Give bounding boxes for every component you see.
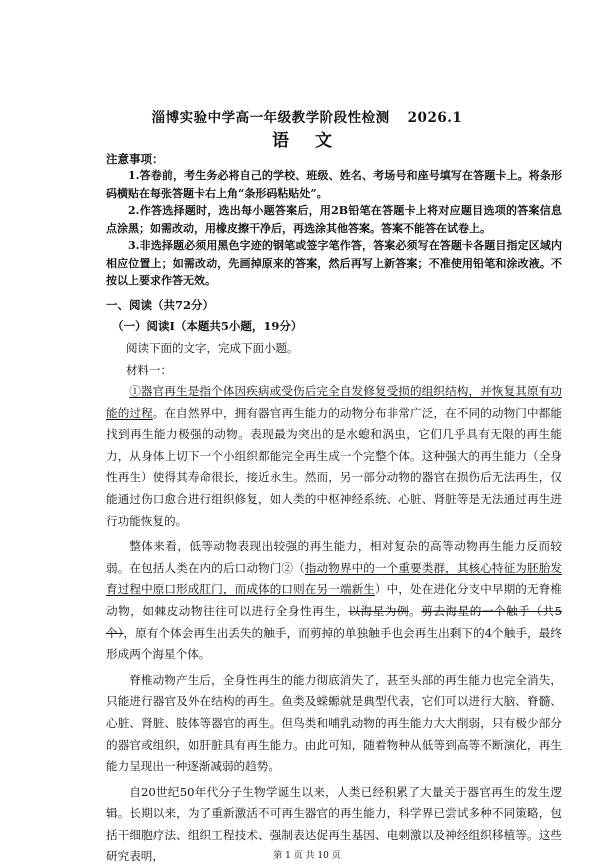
- exam-date: 2026.1: [407, 110, 463, 126]
- paragraph-2-text-b: ）中，处在进化分支中早期的无脊椎动物，如棘皮动物往往可以进行全身性再生，: [106, 582, 562, 618]
- exam-title: [0, 106, 614, 126]
- material-label: 材料一：: [126, 363, 172, 377]
- subsection-title: （一）阅读Ⅰ（本题共5小题，19分）: [112, 319, 303, 333]
- paragraph-4: 自20世纪50年代分子生物学诞生以来，人类已经积累了大量关于器官再生的发生逻辑。长期以来，为了重新激活不可再生器官的再生能力，科学界已尝试多种不同策略，包括干细胞疗法、组织工程技术、强制表达促再生基因、电刺激以及神经组织移植等。这些研究表明，: [106, 784, 562, 864]
- paragraph-2-text-c: 。: [409, 603, 422, 618]
- underlined-note: 指动物界中的一个重要类群，其核心特征为胚胎发育过程中原口形成肛门，而成体的口则在另一端新生: [106, 560, 562, 597]
- paragraph-3: 脊椎动物产生后，全身性再生的能力彻底消失了，甚至头部的再生能力也完全消失，只能进行器官及外在结构的再生。鱼类及蝾螈就是典型代表，它们可以进行大脑、脊髓、心脏、肾脏、肢体等器官的再生。但鸟类和哺乳动物的再生能力大大削弱，只有极少部分的器官或组织，如肝脏具有再生能力。由此可知，随着物种从低等到高等不断演化，再生能力呈现出一种逐渐减弱的趋势。: [106, 672, 562, 774]
- notes-list: [106, 167, 562, 290]
- paragraph-1-text: 。在自然界中，拥有器官再生能力的动物分布非常广泛，在不同的动物门中都能找到再生能力极强的动物。表现最为突出的是水螅和涡虫，它们几乎具有无限的再生能力，从身体上切下一个小组织都能完全再生成一个完整个体。这种强大的再生能力（全身性再生）使得其寿命很长，接近永生。然而，另一部分动物的器官在损伤后无法再生，仅能通过伤口愈合进行组织修复，如人类的中枢神经系统、心脏、肾脏等是无法通过再生进行功能恢复的。: [106, 405, 562, 528]
- struck-phrase: 以海星为例: [348, 603, 410, 618]
- reading-passage: [106, 381, 562, 868]
- struck-sentence: 剪去海星的一个触手（共5个）: [106, 603, 562, 640]
- page-footer: 第 1 页 共 10 页: [273, 851, 341, 861]
- paragraph-2-text-a: 整体来看，低等动物表现出较强的再生能力，相对复杂的高等动物再生能力反而较弱。在包括人类在内的后口动物门②（: [106, 539, 562, 575]
- paragraph-2: [106, 536, 562, 666]
- paragraph-1: [106, 381, 562, 532]
- underlined-definition: ①器官再生是指个体因疾病或受伤后完全自发修复受损的组织结构，并恢复其原有功能的过程: [106, 384, 562, 420]
- instruction: 阅读下面的文字，完成下面小题。: [126, 341, 299, 355]
- note-item: 2.作答选择题时，选出每小题答案后，用2B铅笔在答题卡上将对应题目选项的答案信息点涂黑；如需改动，用橡皮擦干净后，再选涂其他答案。答案不能答在试卷上。: [106, 204, 562, 235]
- note-item: 3.非选择题必须用黑色字迹的钢笔或签字笔作答，答案必须写在答题卡各题目指定区域内相应位置上；如需改动，先画掉原来的答案，然后再写上新答案；不准使用铅笔和涂改液。不按以上要求作答无效。: [106, 239, 562, 287]
- paragraph-2-text-d: ，原有个体会再生出丢失的触手，而剪掉的单独触手也会再生出剩下的4个触手，最终形成两个海星个体。: [106, 625, 562, 662]
- subject-heading: 语 文: [272, 131, 342, 151]
- exam-title-text: 淄博实验中学高一年级教学阶段性检测: [151, 110, 390, 126]
- section-title: 一、阅读（共72分）: [106, 298, 215, 312]
- note-item: 1.答卷前，考生务必将自己的学校、班级、姓名、考场号和座号填写在答题卡上。将条形码横贴在每张答题卡右上角“条形码粘贴处”。: [106, 169, 562, 200]
- notes-heading: 注意事项：: [106, 152, 164, 166]
